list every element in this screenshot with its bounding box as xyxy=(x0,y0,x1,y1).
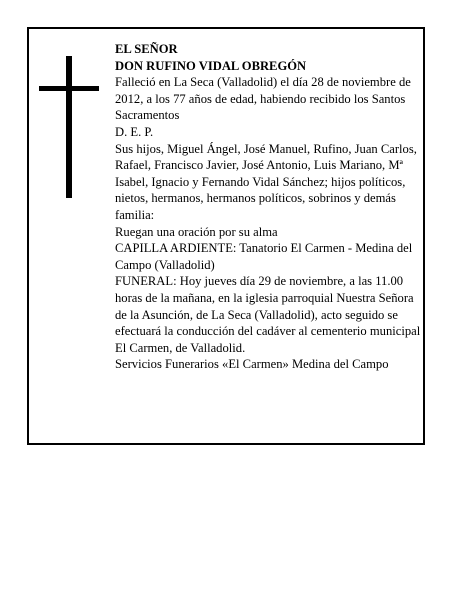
cross-horizontal-bar xyxy=(39,86,99,91)
family-statement: Sus hijos, Miguel Ángel, José Manuel, Rufino, Juan Carlos, Rafael, Francisco Javier, José Antonio, Luis Mariano, Mª Isabel, Ignacio y Fernando Vidal Sánchez; hijos políticos, nietos, hermanos, hermanos políticos, sobrinos y demás familia: xyxy=(115,141,417,222)
notice-deceased-name: DON RUFINO VIDAL OBREGÓN xyxy=(115,58,307,73)
notice-heading-title: EL SEÑOR xyxy=(115,42,178,56)
chapel-info: CAPILLA ARDIENTE: Tanatorio El Carmen - Medina del Campo (Valladolid) xyxy=(115,241,413,272)
cross-icon xyxy=(39,56,99,198)
notice-text xyxy=(115,41,421,373)
prayer-request: Ruegan una oración por su alma xyxy=(115,224,278,239)
obituary-notice xyxy=(27,27,425,445)
dep-line: D. E. P. xyxy=(115,124,154,139)
funeral-services: Servicios Funerarios «El Carmen» Medina del Campo xyxy=(115,357,389,372)
funeral-info: FUNERAL: Hoy jueves día 29 de noviembre, a las 11.00 horas de la mañana, en la iglesia parroquial Nuestra Señora de la Asunción, de La Seca (Valladolid), acto seguido se efectuará la conducción del cadáver al cementerio municipal El Carmen, de Valladolid. xyxy=(115,274,421,355)
cross-vertical-bar xyxy=(66,56,72,198)
death-statement: Falleció en La Seca (Valladolid) el día 28 de noviembre de 2012, a los 77 años de edad, habiendo recibido los Santos Sacramentos xyxy=(115,75,411,123)
